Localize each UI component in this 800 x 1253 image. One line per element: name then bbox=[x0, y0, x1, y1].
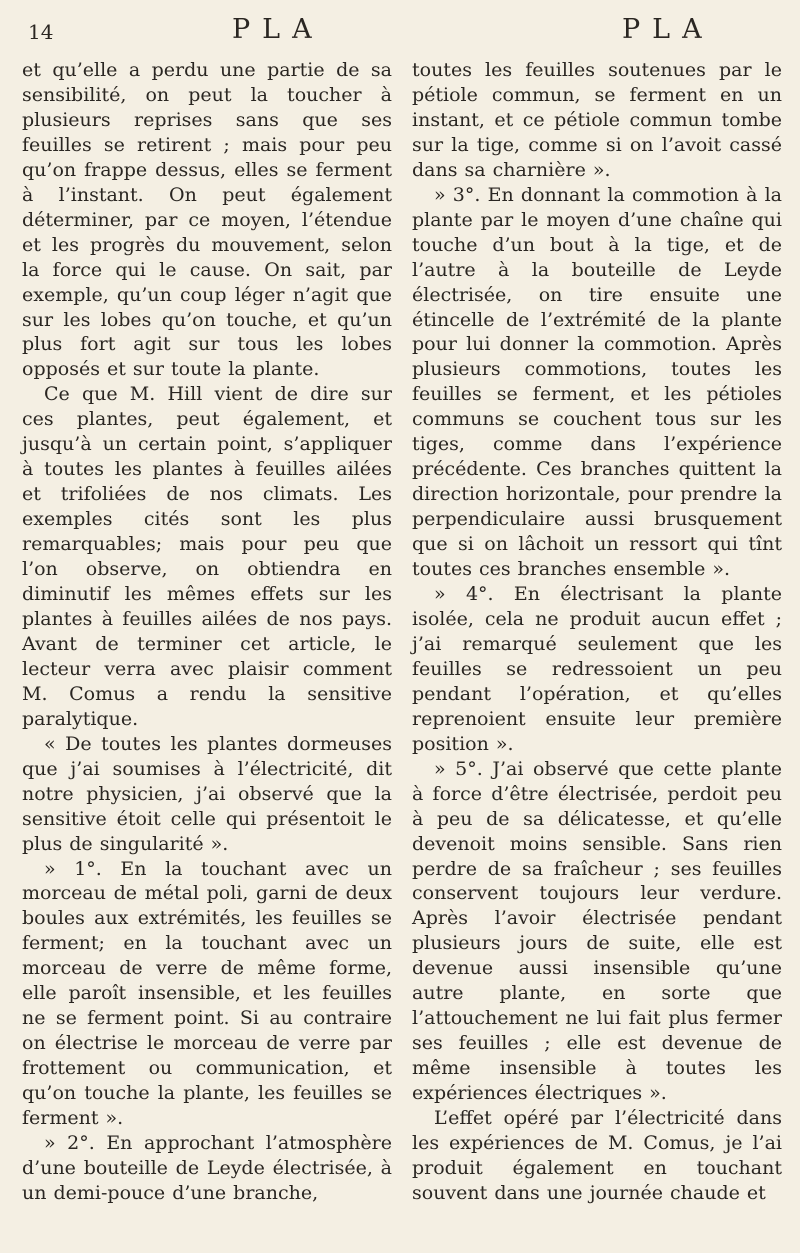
paragraph: L’effet opéré par l’électricité dans les expériences de M. Comus, je l’ai produit également en touchant souvent dans une journée chaude et bbox=[412, 1107, 782, 1204]
paragraph: » 4°. En électrisant la plante isolée, cela ne produit aucun effet ; j’ai remarqué seulement que les feuilles se redressoient un peu pendant l’opération, et qu’elles reprenoient ensuite leur première position ». bbox=[412, 583, 782, 755]
paragraph: » 3°. En donnant la commotion à la plante par le moyen d’une chaîne qui touche d’un bout à la tige, et de l’autre à la bouteille de Leyde électrisée, on tire ensuite une étincelle de l’extrémité de la plante pour lui donner la commotion. Après plusieurs commotions, toutes les feuilles se ferment, et les pétioles communs se couchent tous sur les tiges, comme dans l’expérience précédente. Ces branches quittent la direction horizontale, pour prendre la perpendiculaire aussi brusquement que si on lâchoit un ressort qui tînt toutes ces branches ensemble ». bbox=[412, 183, 782, 581]
paragraph: Ce que M. Hill vient de dire sur ces plantes, peut également, et jusqu’à un certain point, s’appliquer à toutes les plantes à feuilles ailées et trifoliées de nos climats. Les exemples cités sont les plus remarquables; mais pour peu que l’on observe, on obtiendra en diminutif les mêmes effets sur les plantes à feuilles ailées de nos pays. Avant de terminer cet article, le lecteur verra avec plaisir comment M. Comus a rendu la sensitive paralytique. bbox=[22, 383, 392, 730]
paragraph: et qu’elle a perdu une partie de sa sensibilité, on peut la toucher à plusieurs reprises sans que ses feuilles se retirent ; mais pour peu qu’on frappe dessus, elles se ferment à l’instant. On peut également déterminer, par ce moyen, l’étendue et les progrès du mouvement, selon la force qui le cause. On sait, par exemple, qu’un coup léger n’agit que sur les lobes qu’on touche, et qu’un plus fort agit sur tous les lobes opposés et sur toute la plante. bbox=[22, 59, 392, 381]
page-number: 14 bbox=[28, 20, 54, 44]
right-column bbox=[412, 58, 782, 1206]
page-header bbox=[20, 14, 780, 46]
left-column bbox=[22, 58, 392, 1206]
paragraph: » 1°. En la touchant avec un morceau de métal poli, garni de deux boules aux extrémités, les feuilles se ferment; en la touchant avec un morceau de verre de même forme, elle paroît insensible, et les feuilles ne se ferment point. Si au contraire on électrise le morceau de verre par frottement ou communication, et qu’on touche la plante, les feuilles se ferment ». bbox=[22, 857, 392, 1130]
paragraph: « De toutes les plantes dormeuses que j’ai soumises à l’électricité, dit notre physicien, j’ai observé que la sensitive étoit celle qui présentoit le plus de singularité ». bbox=[22, 732, 392, 855]
paragraph: » 5°. J’ai observé que cette plante à force d’être électrisée, perdoit peu à peu de sa délicatesse, et qu’elle devenoit moins sensible. Sans rien perdre de sa fraîcheur ; ses feuilles conservent toujours leur verdure. Après l’avoir électrisée pendant plusieurs jours de suite, elle est devenue aussi insensible qu’une autre plante, en sorte que l’attouchement ne lui fait plus fermer ses feuilles ; elle est devenue de même insensible à toutes les expériences électriques ». bbox=[412, 757, 782, 1105]
paragraph: » 2°. En approchant l’atmosphère d’une bouteille de Leyde électrisée, à un demi-pouce d’une branche, bbox=[22, 1131, 392, 1204]
running-head-right: PLA bbox=[622, 14, 714, 45]
paragraph: toutes les feuilles soutenues par le pétiole commun, se ferment en un instant, et ce pétiole commun tombe sur la tige, comme si on l’avoit cassé dans sa charnière ». bbox=[412, 59, 782, 181]
running-head-left: PLA bbox=[232, 14, 324, 45]
